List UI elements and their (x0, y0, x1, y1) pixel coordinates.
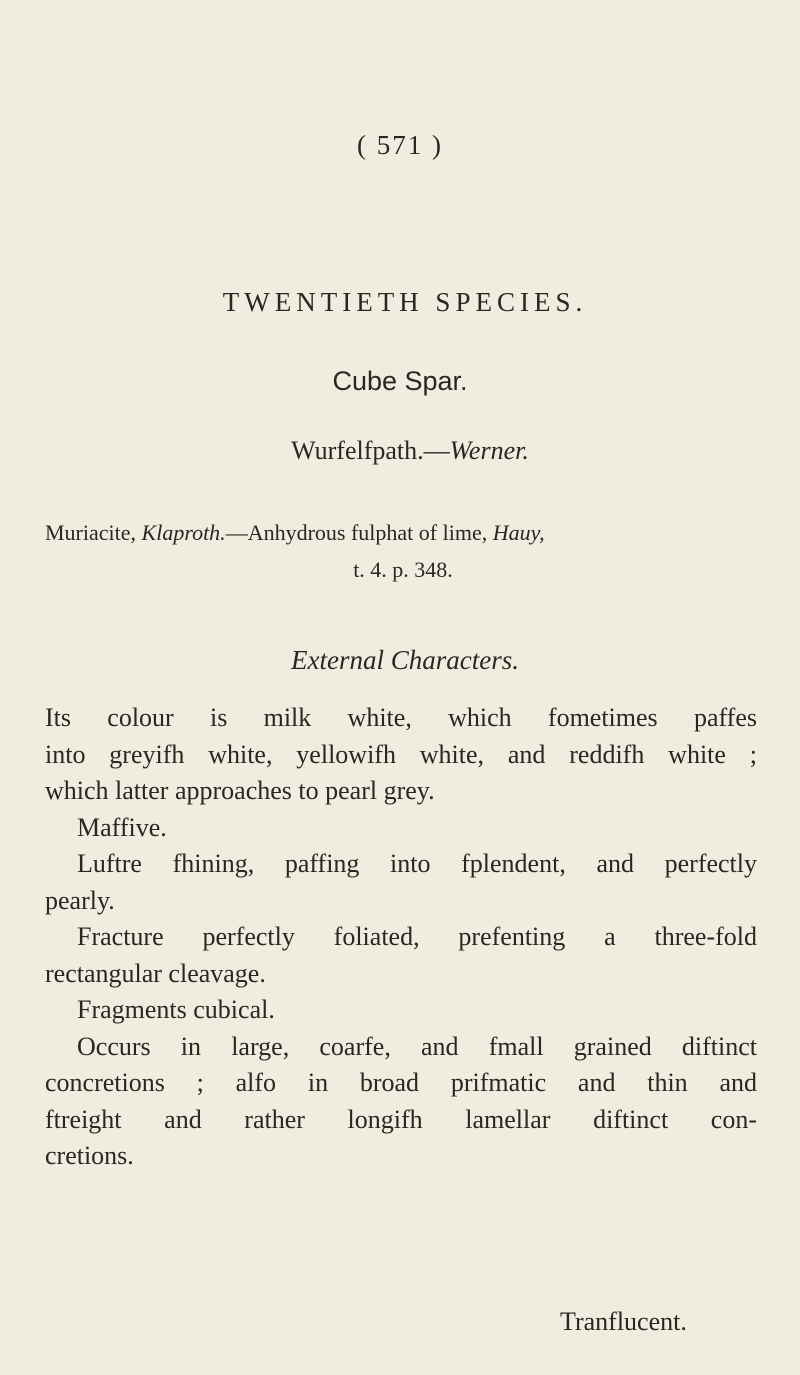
mineral-name: Cube Spar. (332, 366, 468, 396)
body-line: pearly. (45, 885, 115, 915)
synonym-werner-dash: — (423, 436, 450, 465)
synonym-other-name: Muriacite, (45, 520, 137, 545)
synonym-other-author2: Hauy, (492, 520, 545, 545)
body-line: Occurs in large, coarfe, and fmall grained diftinct (77, 1031, 757, 1061)
body-line: cretions. (45, 1141, 134, 1170)
body-line: Its colour is milk white, which fometimes paffes (45, 703, 757, 732)
synonym-werner-author: Werner. (449, 436, 529, 465)
body-line: which latter approaches to pearl grey. (45, 776, 435, 805)
synonym-werner-name: Wurfelfpath. (291, 436, 424, 465)
body-line: into greyifh white, yellowifh white, and reddifh white ; (45, 739, 757, 769)
body-text (45, 700, 757, 1175)
synonym-werner (0, 436, 800, 466)
synonym-other-author1: Klaproth. (141, 520, 226, 545)
section-heading: External Characters. (291, 645, 519, 675)
page-number: ( 571 ) (357, 130, 443, 160)
body-line: Fragments cubical. (77, 995, 275, 1024)
body-line: Luftre fhining, paffing into fplendent, and perfectly (77, 849, 757, 878)
catchword: Tranflucent. (560, 1307, 687, 1336)
species-heading: TWENTIETH SPECIES. (222, 287, 588, 317)
synonym-other-dash: — (225, 520, 248, 545)
body-line: concretions ; alfo in broad prifmatic and thin and (45, 1068, 757, 1097)
synonym-other-alt-name: Anhydrous fulphat of lime, (247, 520, 488, 545)
body-line: Fracture perfectly foliated, prefenting a three-fold (77, 922, 757, 951)
body-line: Maffive. (77, 812, 167, 842)
synonym-other-reference: t. 4. p. 348. (353, 557, 453, 582)
body-line: rectangular cleavage. (45, 958, 266, 988)
body-line: ftreight and rather longifh lamellar diftinct con- (45, 1104, 757, 1134)
synonym-other (45, 520, 545, 546)
